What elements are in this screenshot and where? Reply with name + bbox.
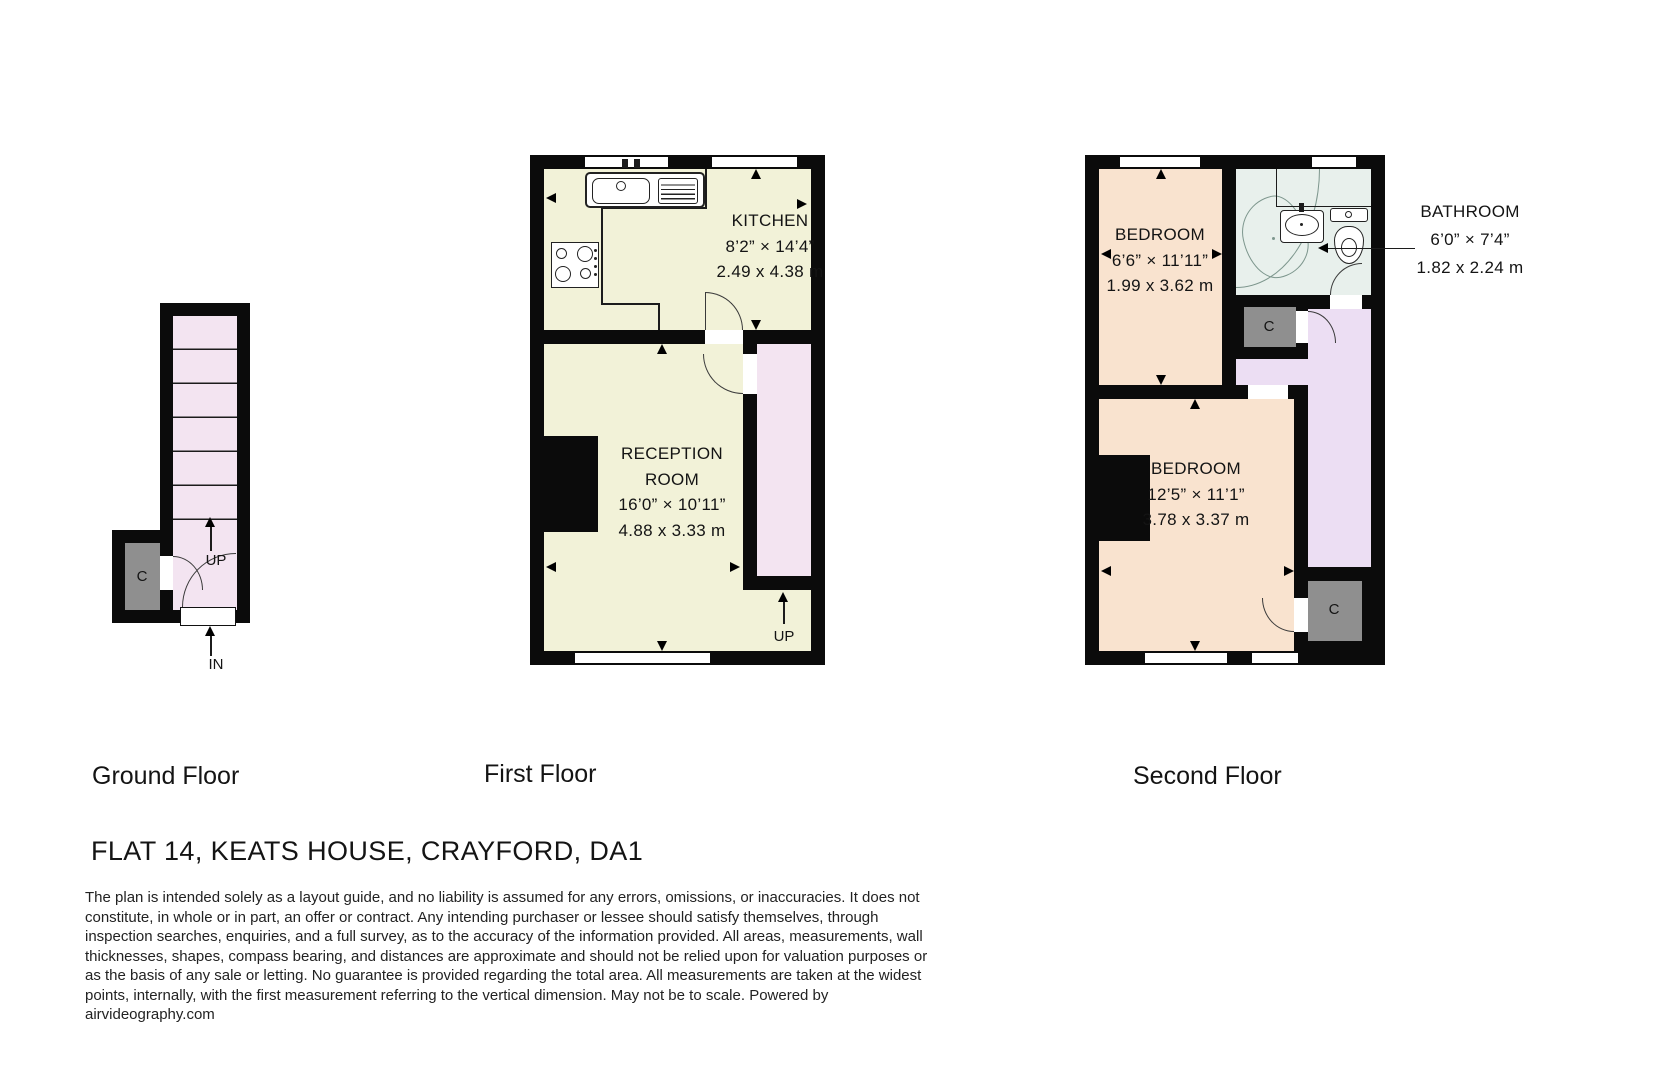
- measure-arrow: [1190, 399, 1200, 409]
- closet-label: C: [1328, 601, 1340, 618]
- bedroom-large-metric: 3.78 x 3.37 m: [1142, 510, 1250, 529]
- hob-burner: [555, 266, 571, 282]
- door-opening: [705, 330, 743, 344]
- measure-arrow: [546, 562, 556, 572]
- reception-imperial: 16’0” × 10’11”: [618, 495, 726, 514]
- measure-arrow: [1284, 566, 1294, 576]
- window: [1312, 155, 1356, 169]
- up-arrow-icon: [778, 592, 788, 602]
- window: [1252, 651, 1298, 665]
- bathroom-name: BATHROOM: [1420, 202, 1520, 221]
- stair-treads: [173, 316, 237, 522]
- kitchen-label: [670, 208, 870, 285]
- door-opening: [1248, 385, 1288, 399]
- shelf-edge: [1276, 169, 1277, 206]
- bedroom-large-name: BEDROOM: [1151, 459, 1241, 478]
- door-opening: [1296, 311, 1308, 343]
- closet-label: C: [1263, 318, 1275, 335]
- hob-burner: [577, 246, 593, 262]
- in-arrow-icon: [205, 626, 215, 636]
- up-arrow-shaft: [210, 527, 212, 551]
- reception-name2: ROOM: [644, 469, 700, 489]
- basin-drain: [1300, 223, 1303, 226]
- window: [1145, 651, 1227, 665]
- measure-arrow: [657, 641, 667, 651]
- stair-wall: [1294, 399, 1308, 581]
- window: [712, 155, 797, 169]
- first-floor-title: First Floor: [484, 760, 597, 788]
- reception-name1: RECEPTION: [621, 444, 723, 463]
- bedroom-small-name: BEDROOM: [1115, 225, 1205, 244]
- hob-burner: [556, 248, 567, 259]
- measure-arrow: [657, 344, 667, 354]
- kitchen-name: KITCHEN: [731, 211, 809, 230]
- measure-arrow: [1101, 566, 1111, 576]
- page-title: FLAT 14, KEATS HOUSE, CRAYFORD, DA1: [91, 836, 644, 866]
- bedroom-small-imperial: 6’6” × 11’11”: [1111, 250, 1209, 270]
- counter-edge: [601, 207, 603, 303]
- bathtub-drain: [1272, 237, 1275, 240]
- measure-arrow: [1190, 641, 1200, 651]
- second-floor-title: Second Floor: [1133, 762, 1282, 790]
- measure-arrow: [751, 320, 761, 330]
- counter-edge: [705, 169, 707, 208]
- disclaimer-text: The plan is intended solely as a layout guide, and no liability is assumed for any errors, omissions, or inaccuracies. It does not constitute, in whole or in part, an offer or contract. Any intending purchaser or lessee should satisfy themselves, through inspection searches, enquiries, and a full survey, as to the accuracy of the information provided. All areas, measurements, wall thicknesses, shapes, compass bearing, and distances are approximate and should not be relied upon for valuation purposes or as the basis of any sale or letting. No guarantee is provided regarding the total area. All measurements are taken at the widest points, internally, with the first measurement referring to the vertical dimension. May not be to scale. Powered by airvideography.com: [85, 889, 928, 1023]
- bedroom-large-imperial: 12’5” × 11’1”: [1147, 484, 1245, 504]
- counter-edge: [601, 303, 659, 305]
- basin-tap: [1299, 203, 1304, 212]
- toilet-button: [1345, 211, 1352, 218]
- in-label: IN: [208, 656, 224, 673]
- counter-edge: [658, 303, 660, 330]
- stair-wall: [743, 576, 811, 590]
- hob-burner: [580, 268, 591, 279]
- hob-knob: [594, 249, 597, 252]
- bathroom-imperial: 6’0” × 7’4”: [1430, 230, 1510, 249]
- kitchen-metric: 2.49 x 4.38 m: [716, 262, 824, 281]
- measure-arrow: [546, 193, 556, 203]
- hob-knob: [594, 257, 597, 260]
- reception-label: [572, 441, 772, 543]
- door-opening: [743, 354, 757, 394]
- ground-floor-title: Ground Floor: [92, 762, 240, 790]
- staircase: [1308, 399, 1371, 567]
- window: [1120, 155, 1200, 169]
- hob-knob: [594, 265, 597, 268]
- bedroom-small-label: [1060, 222, 1260, 299]
- measure-arrow: [1156, 375, 1166, 385]
- bathroom-label: [1370, 198, 1570, 282]
- up-arrow-icon: [205, 517, 215, 527]
- in-arrow-shaft: [210, 636, 212, 656]
- reception-metric: 4.88 x 3.33 m: [618, 520, 726, 540]
- measure-arrow: [751, 169, 761, 179]
- window: [575, 651, 710, 665]
- measure-arrow: [1156, 169, 1166, 179]
- kitchen-imperial: 8’2” × 14’4”: [725, 236, 815, 256]
- sink-drain: [616, 181, 626, 191]
- entrance-door-leaf: [180, 607, 236, 626]
- door-opening: [1330, 295, 1362, 309]
- measure-arrow: [730, 562, 740, 572]
- door-opening: [1294, 598, 1308, 632]
- drainer-lines: [661, 181, 695, 201]
- tap-icon: [622, 159, 628, 168]
- up-label: UP: [773, 628, 795, 645]
- up-label: UP: [205, 552, 227, 569]
- tap-icon: [634, 159, 640, 168]
- bathroom-metric: 1.82 x 2.24 m: [1416, 258, 1524, 277]
- bedroom-small-metric: 1.99 x 3.62 m: [1106, 276, 1214, 295]
- leader-arrow: [1318, 243, 1328, 253]
- up-arrow-shaft: [783, 602, 785, 624]
- closet-label: C: [136, 568, 148, 585]
- hob-knob: [594, 273, 597, 276]
- bedroom-large-label: [1096, 456, 1296, 533]
